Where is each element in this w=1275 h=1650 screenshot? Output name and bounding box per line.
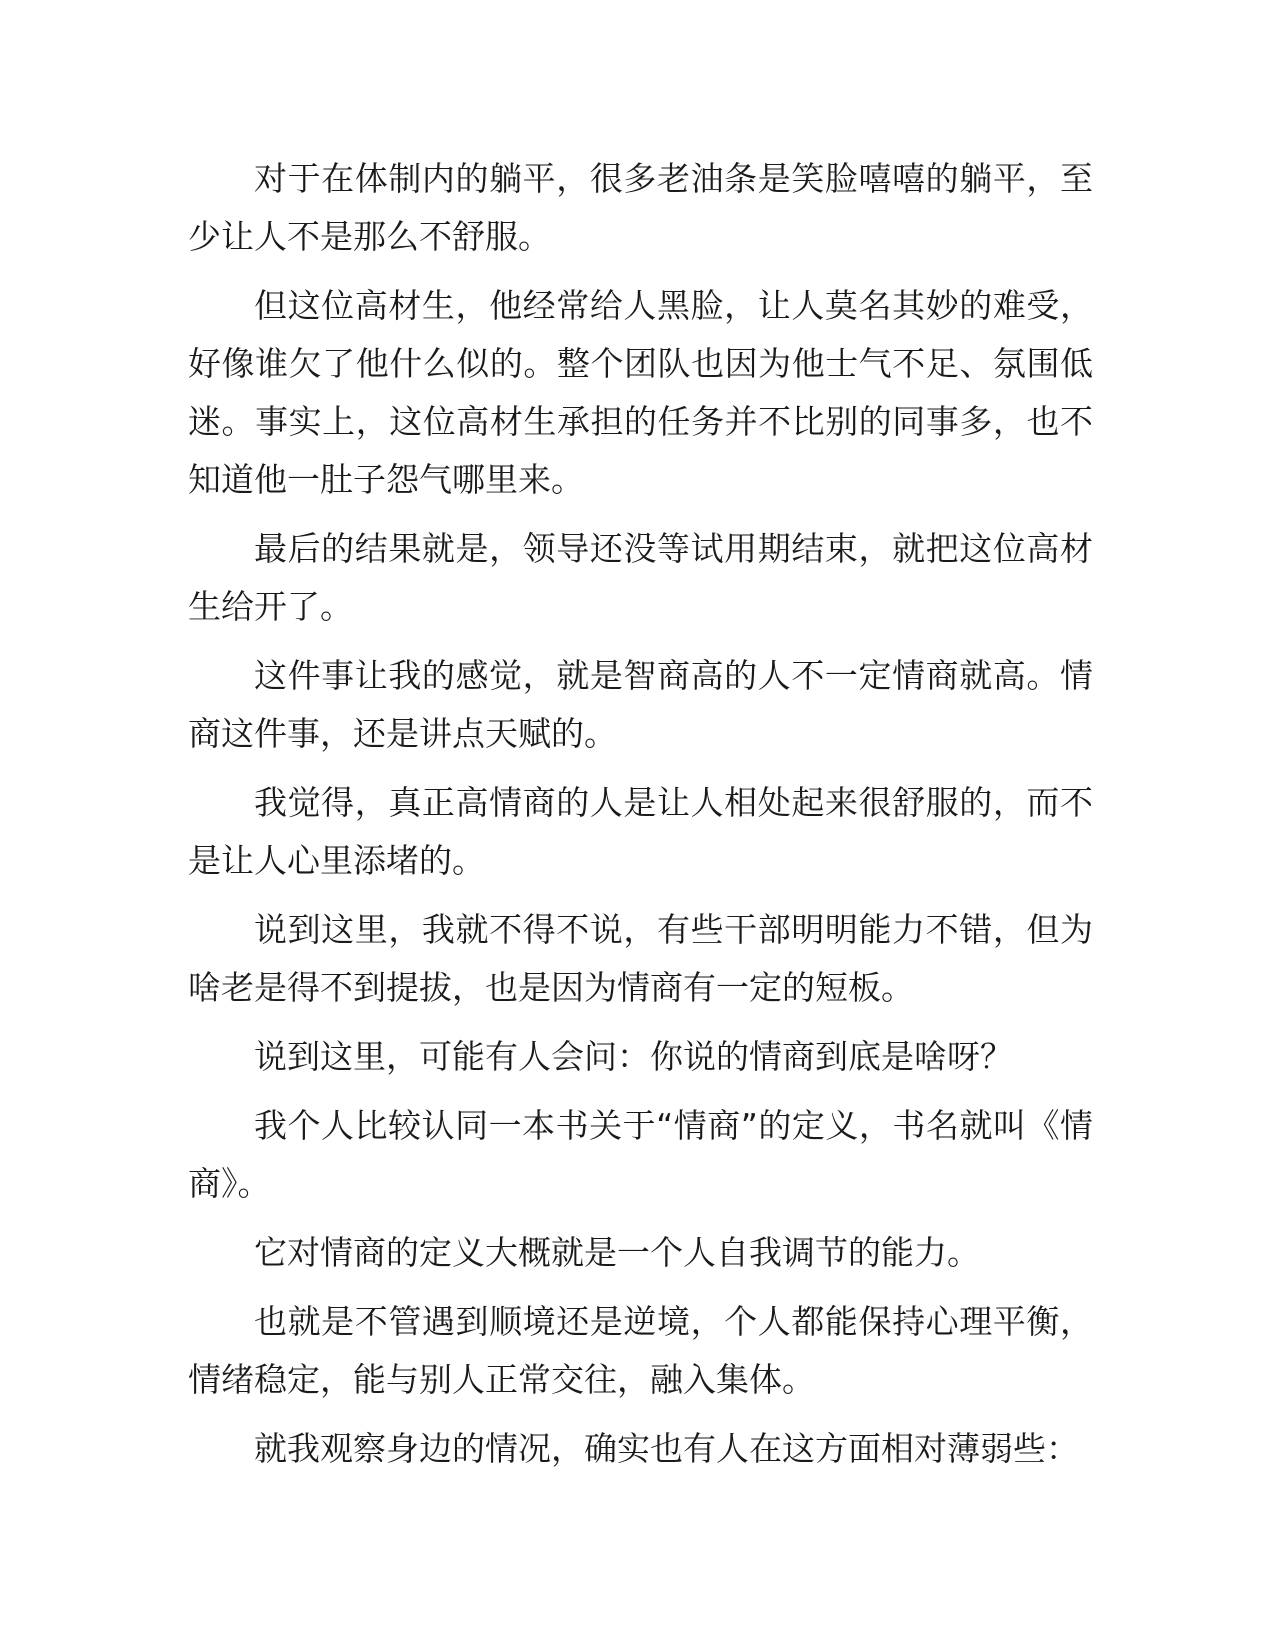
paragraph: 说到这里，我就不得不说，有些干部明明能力不错，但为啥老是得不到提拔，也是因为情商有一定的短板。 — [188, 910, 1093, 1007]
paragraph: 这件事让我的感觉，就是智商高的人不一定情商就高。情商这件事，还是讲点天赋的。 — [188, 656, 1093, 753]
paragraph: 最后的结果就是，领导还没等试用期结束，就把这位高材生给开了。 — [188, 529, 1093, 626]
paragraph: 但这位高材生，他经常给人黑脸，让人莫名其妙的难受，好像谁欠了他什么似的。整个团队也因为他士气不足、氛围低迷。事实上，这位高材生承担的任务并不比别的同事多，也不知道他一肚子怨气哪里来。 — [188, 286, 1093, 499]
paragraph: 它对情商的定义大概就是一个人自我调节的能力。 — [254, 1233, 980, 1272]
document-body — [188, 150, 1093, 1489]
paragraph: 我个人比较认同一本书关于“情商”的定义，书名就叫《情商》。 — [188, 1106, 1093, 1203]
paragraph: 就我观察身边的情况，确实也有人在这方面相对薄弱些： — [254, 1429, 1079, 1468]
paragraph: 说到这里，可能有人会问：你说的情商到底是啥呀？ — [254, 1037, 1013, 1076]
paragraph: 我觉得，真正高情商的人是让人相处起来很舒服的，而不是让人心里添堵的。 — [188, 783, 1093, 880]
paragraph: 也就是不管遇到顺境还是逆境，个人都能保持心理平衡，情绪稳定，能与别人正常交往，融入集体。 — [188, 1302, 1093, 1399]
paragraph: 对于在体制内的躺平，很多老油条是笑脸嘻嘻的躺平，至少让人不是那么不舒服。 — [188, 159, 1093, 256]
